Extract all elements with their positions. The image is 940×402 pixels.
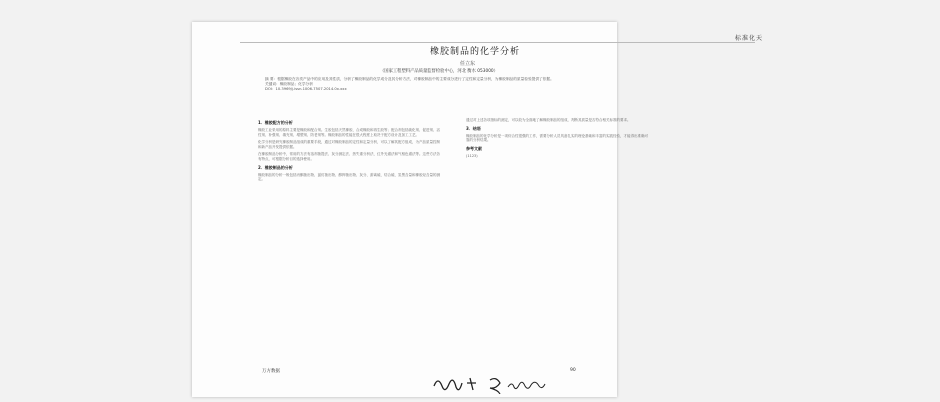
right-column: [466, 118, 648, 161]
section-heading: 1．橡胶配方的分析: [258, 120, 293, 125]
paragraph: 橡胶工业采用的原料主要是橡胶和配合剂。生胶包括天然橡胶、合成橡胶和再生胶等；配合剂包括硫化剂、促进剂、活性剂、补强剂、填充剂、增塑剂、防老剂等。橡胶制品的性能在很大程度上取决于配方设计及加工工艺。: [258, 128, 440, 137]
paragraph: 化学分析是研究橡胶制品组成的重要手段，通过对橡胶制品的定性和定量分析，可以了解其配方组成，为产品质量控制和新产品开发提供依据。: [258, 140, 440, 149]
abstract-block: [265, 77, 685, 93]
footer-source: 万方数据: [262, 369, 280, 374]
doi-text: DOI：10.3969/j.issn.1006-7507.2014.0x.xxx: [265, 87, 347, 92]
page-number: 90: [570, 368, 576, 373]
handwritten-signature: [430, 372, 570, 394]
paragraph: 通过对上述各项指标的测定，可以较为全面地了解橡胶制品的组成，判断其质量是否符合相关标准的要求。: [466, 118, 631, 122]
left-column: [258, 118, 440, 185]
paper-affiliation: （国家工程塑料产品质量监督检验中心，河北 衡水 053000）: [380, 69, 498, 74]
paragraph: 橡胶制品的化学分析是一项综合性很强的工作，需要分析人员具备扎实的理论基础和丰富的实践经验，才能得出准确可靠的分析结果。: [466, 133, 648, 143]
section-heading: 3．结语: [466, 125, 481, 131]
abstract-text: 摘 要：根据橡胶在各类产品中的应用及其性质，分析了橡胶制品的化学成分及其分析方法，对橡胶制品中的主要成分进行了定性和定量分析，为橡胶制品的质量检验提供了依据。: [265, 77, 554, 81]
reference-id: (1123): [466, 153, 478, 158]
header-divider: [240, 42, 755, 43]
paragraph: 橡胶制品的分析一般包括丙酮抽出物、氯仿抽出物、醇钾抽出物、灰分、游离硫、结合硫、炭黑含量和橡胶烃含量的测定。: [258, 172, 440, 182]
section-heading: 参考文献: [466, 145, 482, 151]
section-heading: 2．橡胶制品的分析: [258, 164, 293, 170]
keywords-text: 关键词：橡胶制品；化学分析: [265, 82, 313, 87]
journal-header: 标准化天: [735, 35, 764, 42]
paragraph: 在橡胶制品分析中，常用的方法有溶剂抽提法、灰分测定法、热失重分析法、红外光谱法和气相色谱法等。这些方法各有特点，可根据分析目的选择使用。: [258, 152, 440, 161]
paper-title: 橡胶制品的化学分析: [430, 47, 521, 57]
paper-author: 任立东: [460, 61, 476, 67]
